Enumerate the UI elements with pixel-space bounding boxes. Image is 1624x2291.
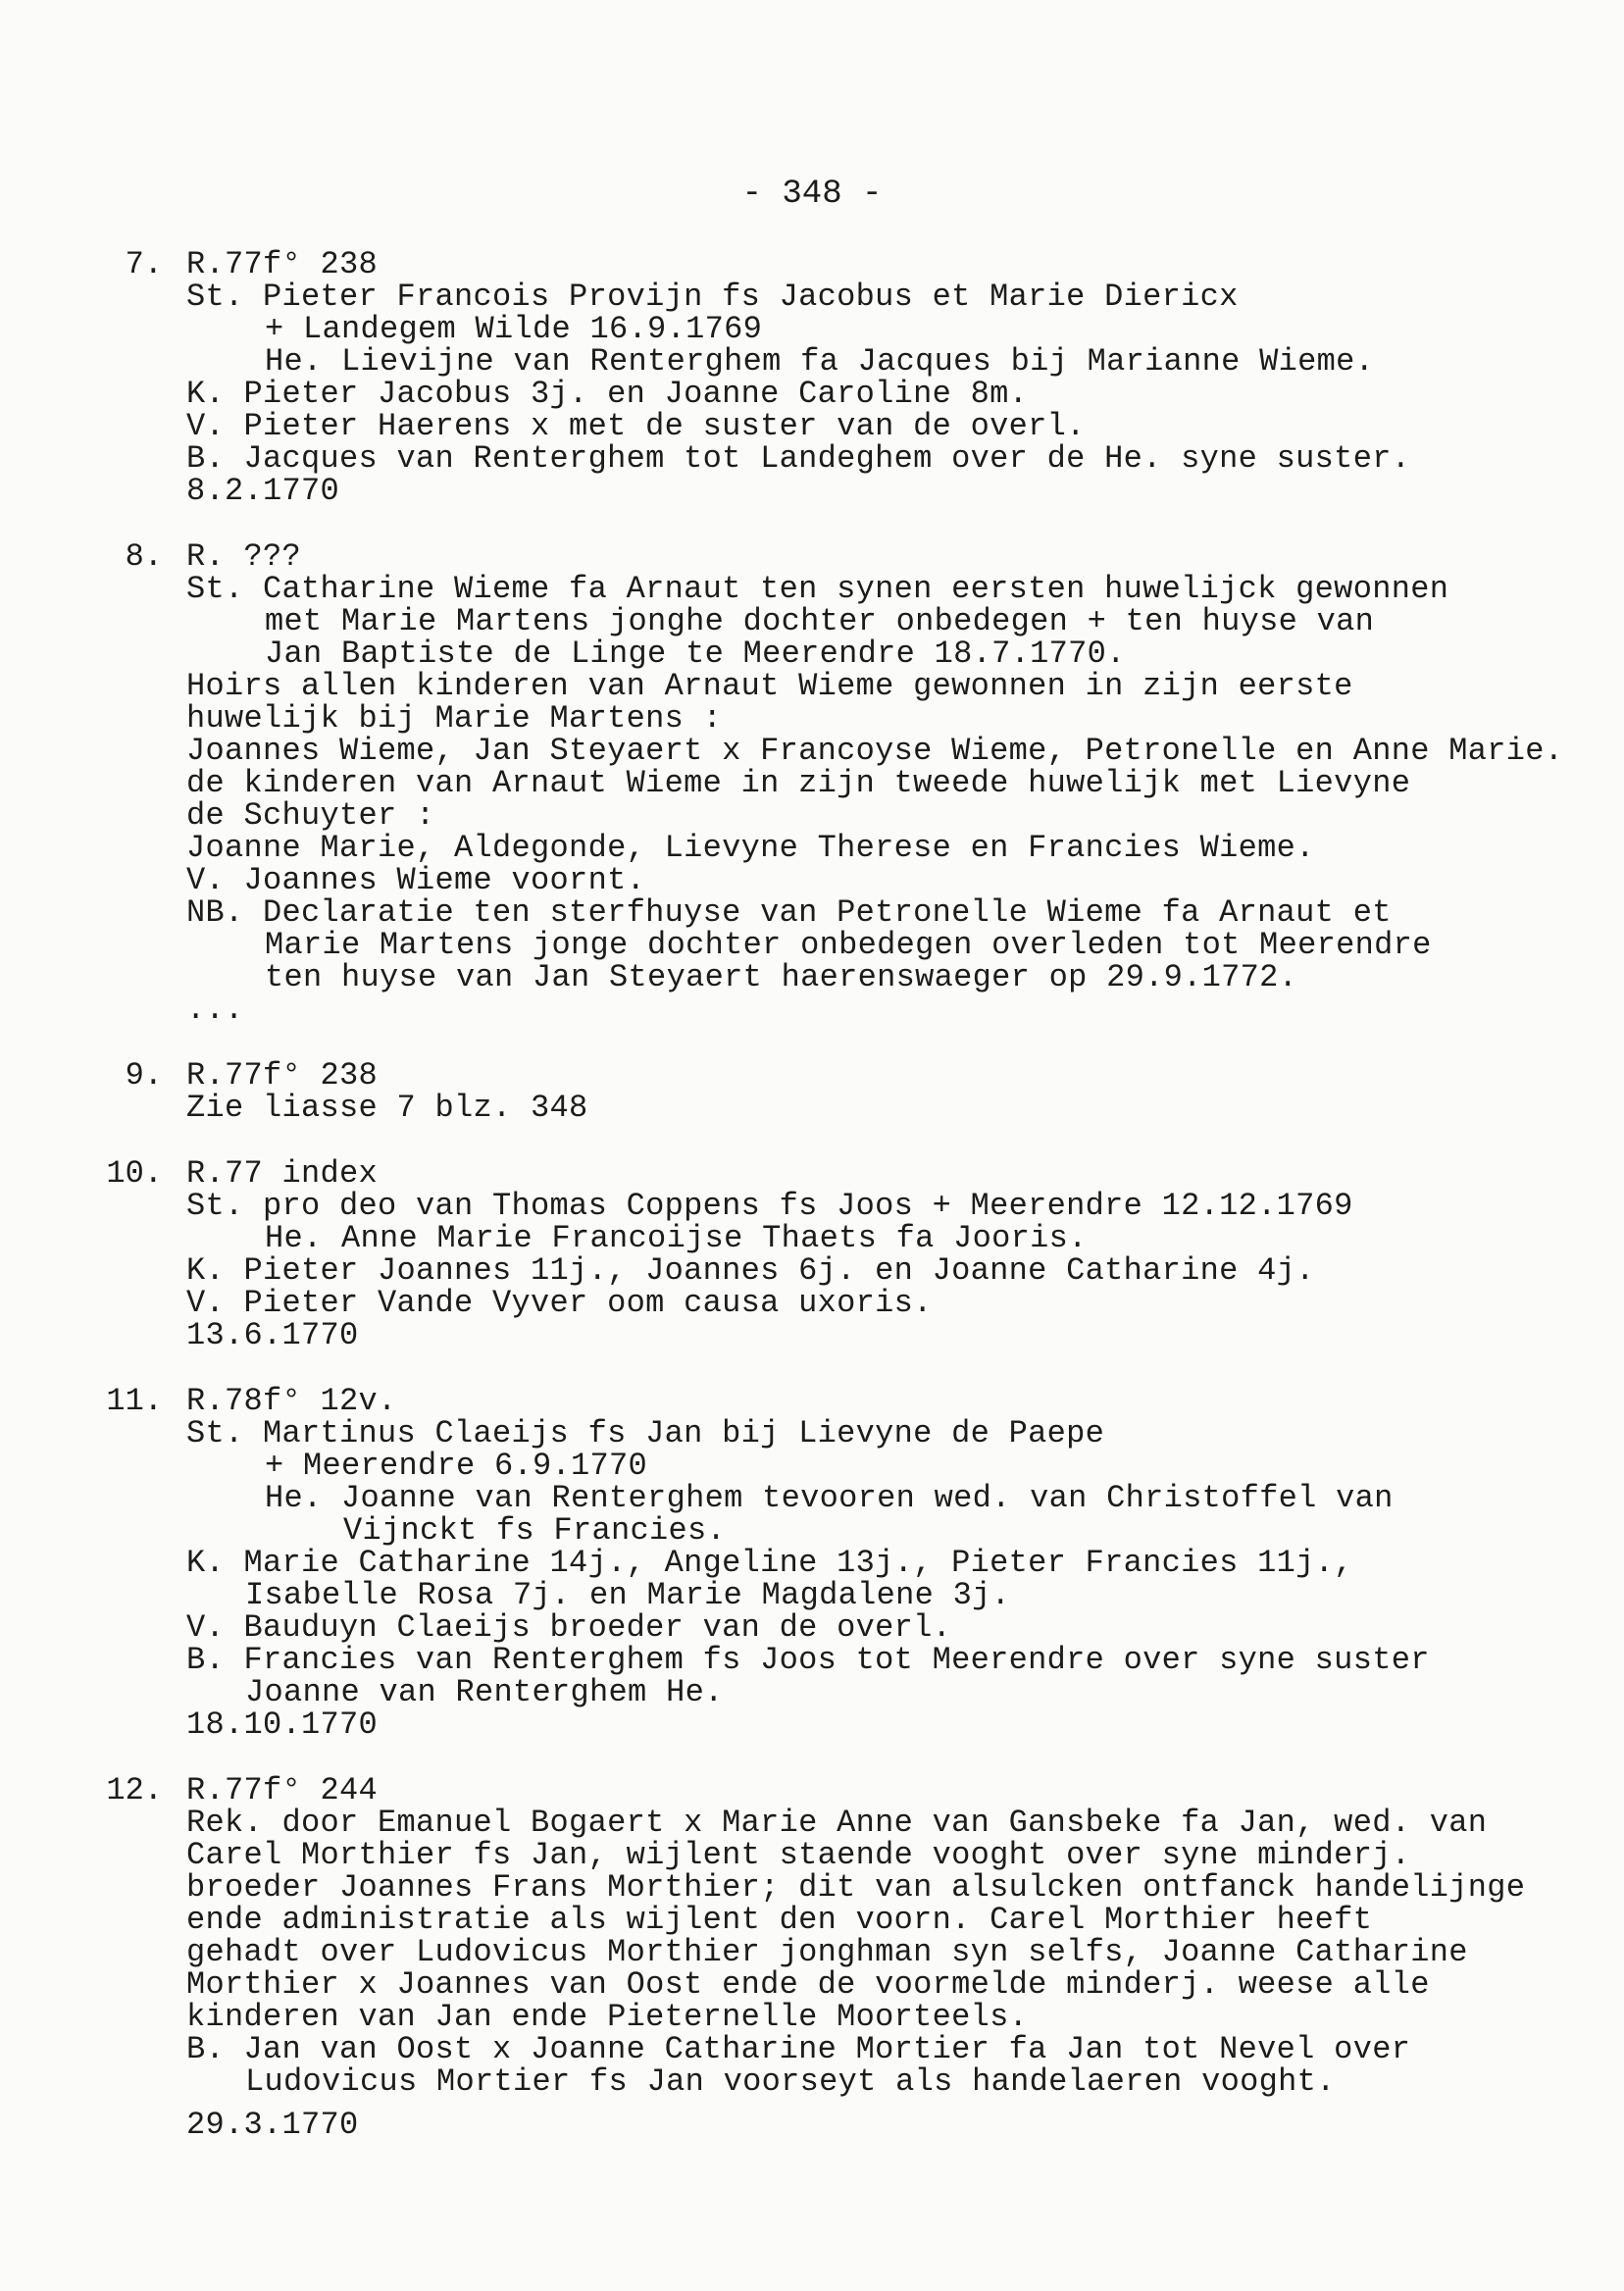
entry-line: + Landegem Wilde 16.9.1769 xyxy=(265,311,763,347)
entry-number: 11. xyxy=(106,1383,163,1419)
entry-line: V. Joannes Wieme voornt. xyxy=(186,862,646,898)
entry-line: Marie Martens jonge dochter onbedegen overleden tot Meerendre xyxy=(265,927,1432,963)
entry-line: V. Pieter Vande Vyver oom causa uxoris. xyxy=(186,1285,933,1321)
entry-line: V. Bauduyn Claeijs broeder van de overl. xyxy=(186,1609,952,1646)
entry-number: 10. xyxy=(106,1155,163,1192)
entry-line: St. Martinus Claeijs fs Jan bij Lievyne de Paepe xyxy=(186,1415,1105,1451)
entry-line: Joanne van Renterghem He. xyxy=(245,1674,724,1710)
entry-number: 9. xyxy=(125,1057,163,1094)
entry-line: Joanne Marie, Aldegonde, Lievyne Therese en Francies Wieme. xyxy=(186,830,1315,866)
entry-line: R.77f° 244 xyxy=(186,1772,379,1808)
entry-line: Vijnckt fs Francies. xyxy=(343,1512,727,1549)
entry-line: St. Pieter Francois Provijn fs Jacobus et Marie Diericx xyxy=(186,279,1239,315)
entry-line: K. Pieter Joannes 11j., Joannes 6j. en Joanne Catharine 4j. xyxy=(186,1252,1315,1289)
entry-line: kinderen van Jan ende Pieternelle Moorteels. xyxy=(186,1999,1029,2035)
entry-line: de Schuyter : xyxy=(186,797,435,834)
page-number: - 348 - xyxy=(741,176,883,213)
entry-line: 18.10.1770 xyxy=(186,1706,379,1743)
entry-line: Isabelle Rosa 7j. en Marie Magdalene 3j. xyxy=(245,1577,1011,1613)
entry-line: 13.6.1770 xyxy=(186,1317,359,1353)
entry-line: + Meerendre 6.9.1770 xyxy=(265,1448,648,1484)
entry-line: V. Pieter Haerens x met de suster van de overl. xyxy=(186,408,1086,444)
entry-line: Hoirs allen kinderen van Arnaut Wieme gewonnen in zijn eerste xyxy=(186,668,1353,704)
entry-line: 8.2.1770 xyxy=(186,473,340,509)
entry-line: Carel Morthier fs Jan, wijlent staende vooght over syne minderj. xyxy=(186,1837,1411,1873)
entry-line: de kinderen van Arnaut Wieme in zijn tweede huwelijk met Lievyne xyxy=(186,765,1411,801)
entry-line: K. Pieter Jacobus 3j. en Joanne Caroline 8m. xyxy=(186,376,1029,412)
entry-line: B. Francies van Renterghem fs Joos tot Meerendre over syne suster xyxy=(186,1642,1430,1678)
entry-line: broeder Joannes Frans Morthier; dit van alsulcken ontfanck handelijnge xyxy=(186,1869,1526,1906)
entry-line: Joannes Wieme, Jan Steyaert x Francoyse Wieme, Petronelle en Anne Marie. xyxy=(186,733,1564,769)
entry-line: 29.3.1770 xyxy=(186,2107,359,2143)
entry-line: Zie liasse 7 blz. 348 xyxy=(186,1090,588,1126)
entry-line: ... xyxy=(186,992,244,1028)
entry-line: met Marie Martens jonghe dochter onbedegen + ten huyse van xyxy=(265,603,1375,639)
entry-line: B. Jacques van Renterghem tot Landeghem over de He. syne suster. xyxy=(186,440,1411,477)
entry-line: He. Anne Marie Francoijse Thaets fa Jooris. xyxy=(265,1220,1088,1256)
entry-line: He. Joanne van Renterghem tevooren wed. van Christoffel van xyxy=(265,1480,1394,1516)
entry-line: R.77f° 238 xyxy=(186,246,379,282)
entry-line: Ludovicus Mortier fs Jan voorseyt als handelaeren vooght. xyxy=(245,2063,1336,2100)
entry-line: R.77f° 238 xyxy=(186,1057,379,1094)
entry-number: 12. xyxy=(106,1772,163,1808)
entry-line: R. ??? xyxy=(186,538,302,575)
entry-line: NB. Declaratie ten sterfhuyse van Petronelle Wieme fa Arnaut et xyxy=(186,894,1392,931)
entry-line: St. Catharine Wieme fa Arnaut ten synen eersten huwelijck gewonnen xyxy=(186,571,1449,607)
entry-line: He. Lievijne van Renterghem fa Jacques bij Marianne Wieme. xyxy=(265,343,1375,380)
entry-line: Rek. door Emanuel Bogaert x Marie Anne van Gansbeke fa Jan, wed. van xyxy=(186,1805,1488,1841)
entry-line: Jan Baptiste de Linge te Meerendre 18.7.1770. xyxy=(265,636,1126,672)
entry-line: gehadt over Ludovicus Morthier jonghman syn selfs, Joanne Catharine xyxy=(186,1934,1468,1970)
entry-line: ten huyse van Jan Steyaert haerenswaeger op 29.9.1772. xyxy=(265,959,1298,995)
entry-line: huwelijk bij Marie Martens : xyxy=(186,700,723,737)
entry-line: R.77 index xyxy=(186,1155,379,1192)
entry-line: B. Jan van Oost x Joanne Catharine Mortier fa Jan tot Nevel over xyxy=(186,2031,1411,2067)
entry-line: ende administratie als wijlent den voorn. Carel Morthier heeft xyxy=(186,1902,1373,1938)
entry-line: R.78f° 12v. xyxy=(186,1383,397,1419)
entry-line: K. Marie Catharine 14j., Angeline 13j., Pieter Francies 11j., xyxy=(186,1545,1353,1581)
entry-number: 8. xyxy=(125,538,163,575)
entry-number: 7. xyxy=(125,246,163,282)
entry-line: St. pro deo van Thomas Coppens fs Joos + Meerendre 12.12.1769 xyxy=(186,1188,1353,1224)
entry-line: Morthier x Joannes van Oost ende de voormelde minderj. weese alle xyxy=(186,1966,1430,2003)
